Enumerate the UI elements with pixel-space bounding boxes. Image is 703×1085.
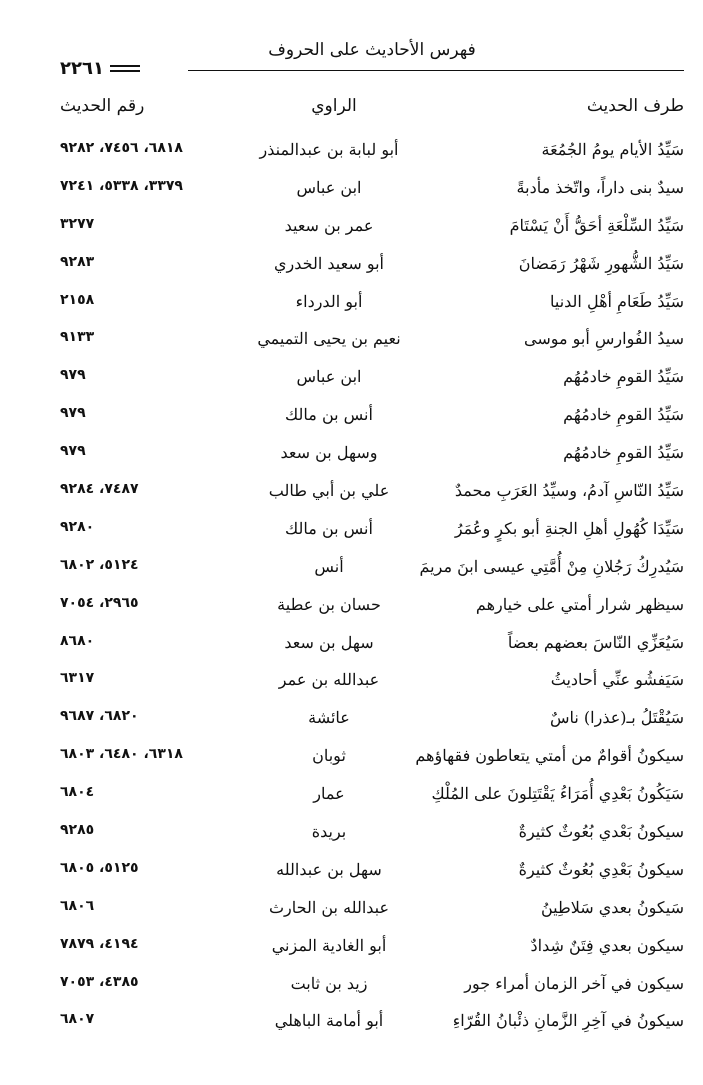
hadith-text: سَيَفشُو عنِّي أحاديثُ: [550, 670, 684, 690]
hadith-number: ٩٧٩: [60, 405, 86, 422]
table-row: [60, 550, 684, 588]
hadith-number: ٦٨١٨، ٧٤٥٦، ٩٢٨٢: [60, 140, 183, 156]
narrator: عبدالله بن عمر: [278, 670, 380, 690]
hadith-number: ٩٢٨٠: [60, 518, 95, 535]
hadith-number: ٩٢٨٥: [60, 822, 95, 839]
hadith-text: سَيِّدَا كُهُولِ أهلِ الجنةِ أبو بكرٍ وعُمَرُ: [454, 518, 684, 538]
narrator: عائشة: [308, 708, 350, 728]
hadith-text: سَيُعَزِّي النّاسَ بعضهم بعضاً: [507, 632, 684, 652]
hadith-text: سيكون في آخر الزمان أمراء جور: [464, 973, 684, 993]
hadith-text: سيكونُ بَعْدي بُعُوثٌ كثيرةٌ: [518, 822, 684, 842]
narrator: ابن عباس: [296, 177, 362, 197]
hadith-text: سَيِّدُ الأيام يومُ الجُمُعَة: [541, 140, 684, 159]
hadith-number: ٢٩٦٥، ٧٠٥٤: [60, 594, 139, 611]
hadith-number: ٦٨٠٧: [60, 1011, 95, 1028]
table-row: [60, 133, 684, 171]
table-row: [60, 588, 684, 626]
narrator: عبدالله بن الحارث: [268, 897, 390, 917]
table-row: [60, 285, 684, 323]
hadith-text: سَيِّدُ السِّلْعَةِ أحَقُّ أَنْ يَسْتَامَ: [509, 215, 684, 235]
narrator: نعيم بن يحيى التميمي: [257, 329, 401, 349]
hadith-number: ٦٨٠٤: [60, 784, 95, 801]
running-title: فهرس الأحاديث على الحروف: [268, 40, 476, 60]
narrator: حسان بن عطية: [277, 594, 381, 614]
narrator: أبو الدرداء: [295, 291, 363, 311]
header-rule: [188, 70, 684, 71]
table-row: [60, 209, 684, 247]
hadith-text: سَيُدرِكُ رَجُلانِ مِنْ أُمَّتِي عيسى ابنَ مريمَ: [419, 556, 684, 576]
column-headers: [60, 96, 684, 124]
hadith-text: سَيكونُ بعدي سَلاطِينُ: [540, 897, 684, 917]
narrator: وسهل بن سعد: [280, 443, 378, 463]
hadith-number: ٦٣١٧: [60, 670, 95, 687]
hadith-text: سيكونُ في آخِرِ الزَّمانِ ذئْبانُ القُرّاءِ: [452, 1011, 684, 1031]
table-row: [60, 891, 684, 929]
column-header-narrator: الراوي: [311, 96, 357, 116]
table-row: [60, 247, 684, 285]
table-row: [60, 929, 684, 967]
hadith-number: ٢١٥٨: [60, 291, 95, 308]
hadith-text: سَيِّدُ القومِ خادمُهُم: [563, 443, 684, 463]
hadith-number: ٦٨٠٦: [60, 897, 95, 914]
narrator: سهل بن سعد: [284, 632, 374, 652]
table-row: [60, 701, 684, 739]
narrator: سهل بن عبدالله: [276, 859, 382, 879]
narrator: أبو لبابة بن عبدالمنذر: [259, 140, 399, 159]
narrator: أنس: [314, 556, 344, 576]
narrator: ثوبان: [312, 746, 346, 766]
table-row: [60, 1004, 684, 1042]
table-row: [60, 626, 684, 664]
narrator: بريدة: [311, 822, 347, 842]
hadith-text: سيظهر شرار أمتي على خيارهم: [475, 594, 684, 614]
hadith-number: ٩١٣٣: [60, 329, 95, 346]
table-row: [60, 322, 684, 360]
hadith-number: ٨٦٨٠: [60, 632, 95, 649]
narrator: عمار: [313, 784, 345, 804]
narrator: ابن عباس: [296, 367, 362, 387]
hadith-number: ٧٤٨٧، ٩٢٨٤: [60, 481, 139, 498]
table-row: [60, 171, 684, 209]
table-row: [60, 739, 684, 777]
hadith-number: ٦٣١٨، ٦٤٨٠، ٦٨٠٣: [60, 746, 183, 763]
index-table: [60, 133, 684, 1042]
narrator: أبو أمامة الباهلي: [274, 1011, 384, 1031]
table-row: [60, 474, 684, 512]
hadith-text: سَيَكُونُ بَعْدِي أُمَرَاءُ يَقْتَتِلونَ على المُلْكِ: [431, 784, 684, 804]
hadith-number: ٩٧٩: [60, 367, 86, 384]
narrator: أبو سعيد الخدري: [274, 253, 384, 273]
hadith-text: سَيِّدُ القومِ خادمُهُم: [563, 405, 684, 425]
table-row: [60, 512, 684, 550]
hadith-number: ٤٣٨٥، ٧٠٥٣: [60, 973, 139, 990]
hadith-number: ٥١٢٥، ٦٨٠٥: [60, 859, 139, 876]
narrator: عمر بن سعيد: [284, 215, 374, 235]
table-row: [60, 663, 684, 701]
page-number: ٢٢٦١: [60, 58, 104, 79]
hadith-number: ٥١٢٤، ٦٨٠٢: [60, 556, 139, 573]
narrator: علي بن أبي طالب: [268, 481, 390, 501]
page-number-block: [60, 58, 140, 79]
hadith-number: ٩٢٨٣: [60, 253, 95, 270]
hadith-text: سَيُقْتَلُ بـ(عذرا) ناسٌ: [549, 708, 684, 728]
hadith-number: ٣٣٧٩، ٥٣٣٨، ٧٢٤١: [60, 177, 183, 194]
column-header-hadith: طرف الحديث: [586, 96, 684, 116]
hadith-number: ٩٧٩: [60, 443, 86, 460]
hadith-text: سَيِّدُ طَعَامِ أهْلِ الدنيا: [550, 291, 684, 311]
hadith-text: سيكونُ بَعْدِي بُعُوثٌ كثيرةٌ: [518, 859, 684, 879]
table-row: [60, 815, 684, 853]
hadith-text: سيدٌ بنى داراً، واتّخذ مأدبةً: [516, 177, 684, 197]
narrator: أبو الغادية المزني: [271, 935, 387, 955]
narrator: أنس بن مالك: [285, 405, 373, 425]
narrator: زيد بن ثابت: [290, 973, 368, 993]
hadith-number: ٦٨٢٠، ٩٦٨٧: [60, 708, 139, 725]
table-row: [60, 777, 684, 815]
table-row: [60, 436, 684, 474]
hadith-text: سيكونُ أقوامٌ من أمتي يتعاطون فقهاؤهم: [415, 746, 684, 766]
hadith-text: سَيِّدُ الشُّهورِ شَهْرُ رَمَضانَ: [518, 253, 684, 273]
narrator: أنس بن مالك: [285, 518, 373, 538]
table-row: [60, 360, 684, 398]
hadith-text: سَيِّدُ القومِ خادمُهُم: [563, 367, 684, 387]
table-row: [60, 853, 684, 891]
page-number-rule: [110, 65, 140, 72]
page-header: [60, 34, 684, 82]
table-row: [60, 398, 684, 436]
hadith-text: سيدُ الفُوارسِ أبو موسى: [523, 329, 684, 349]
hadith-text: سيكون بعدي فِتَنٌ شِدادٌ: [530, 935, 684, 955]
hadith-number: ٣٢٧٧: [60, 215, 95, 232]
hadith-number: ٤١٩٤، ٧٨٧٩: [60, 935, 139, 952]
hadith-text: سَيِّدُ النّاسِ آدمُ، وسيِّدُ العَرَبِ محمدٌ: [454, 481, 684, 501]
column-header-number: رقم الحديث: [60, 96, 145, 116]
table-row: [60, 967, 684, 1005]
